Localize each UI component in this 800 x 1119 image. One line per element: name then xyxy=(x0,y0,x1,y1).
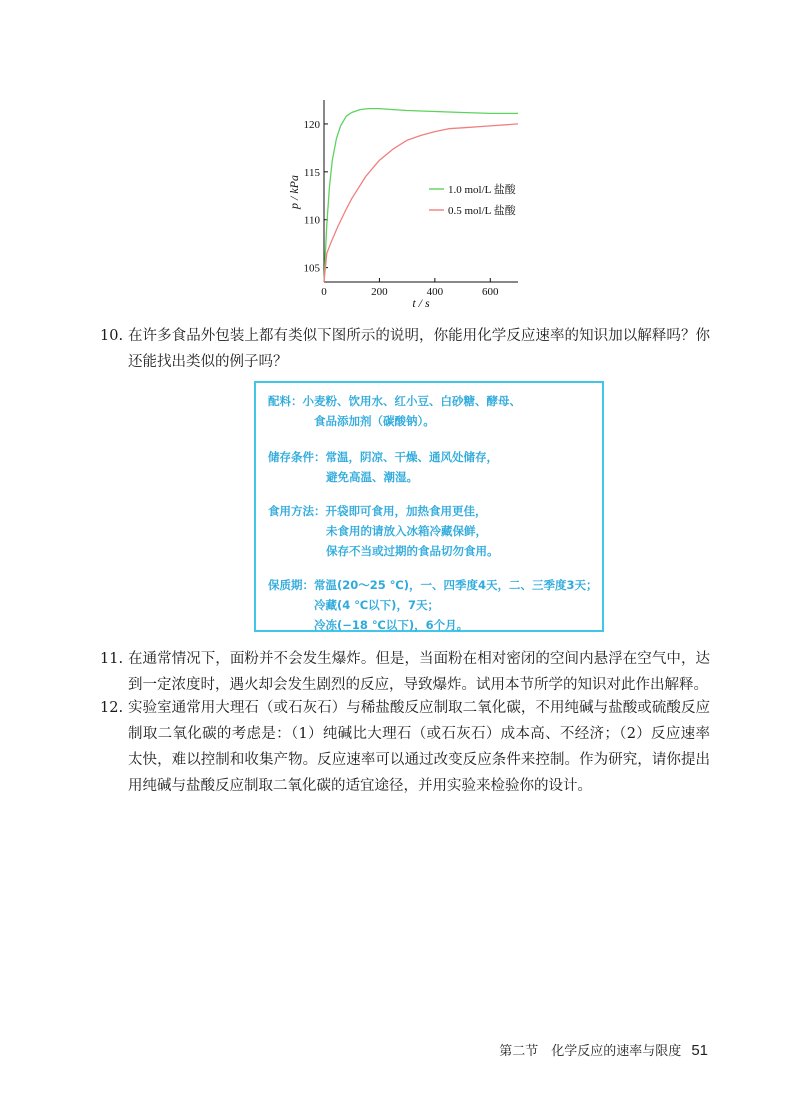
label-line: 保存不当或过期的食品切勿食用。 xyxy=(326,544,499,558)
x-axis-label: t / s xyxy=(412,296,430,310)
question-10-number: 10. xyxy=(100,328,124,344)
question-12-text: 实验室通常用大理石（或石灰石）与稀盐酸反应制取二氧化碳，不用纯碱与盐酸或硫酸反应制取二氧化碳的考虑是：（1）纯碱比大理石（或石灰石）成本高、不经济；（2）反应速率太快，难以控制和收集产物。反应速率可以通过改变反应条件来控制。作为研究，请你提出用纯碱与盐酸反应制取二氧化碳的适宜途径，并用实验来检验你的设计。 xyxy=(128,700,710,794)
y-tick-label: 115 xyxy=(303,166,320,179)
legend-label-2: 0.5 mol/L 盐酸 xyxy=(448,205,516,217)
label-usage xyxy=(268,501,499,561)
label-line: 食用方法：开袋即可食用，加热食用更佳， xyxy=(268,504,487,518)
label-line: 储存条件：常温，阴凉、干燥、通风处储存， xyxy=(268,450,498,464)
question-11-number: 11. xyxy=(100,651,124,667)
label-ingredients xyxy=(268,391,521,431)
label-line: 冷藏(4 ℃以下)，7天； xyxy=(314,598,439,612)
x-tick-label: 0 xyxy=(321,286,327,298)
page-footer xyxy=(499,1040,708,1059)
y-tick-label: 105 xyxy=(303,262,320,275)
question-12 xyxy=(100,695,710,799)
label-line: 避免高温、潮湿。 xyxy=(326,470,418,484)
legend xyxy=(429,182,517,217)
series-line-2 xyxy=(324,124,518,282)
question-11 xyxy=(100,646,710,698)
label-line: 未食用的请放入冰箱冷藏保鲜， xyxy=(326,524,487,538)
label-line: 冷冻(−18 ℃以下)，6个月。 xyxy=(314,618,469,632)
question-10-text: 在许多食品外包装上都有类似下图所示的说明，你能用化学反应速率的知识加以解释吗？你还能找出类似的例子吗？ xyxy=(128,328,710,370)
label-storage xyxy=(268,447,498,487)
footer-section-title: 第二节 化学反应的速率与限度 xyxy=(499,1044,682,1059)
food-package-label xyxy=(254,381,604,632)
question-11-text: 在通常情况下，面粉并不会发生爆炸。但是，当面粉在相对密闭的空间内悬浮在空气中，达到一定浓度时，遇火却会发生剧烈的反应，导致爆炸。试用本节所学的知识对此作出解释。 xyxy=(128,651,710,693)
page-number: 51 xyxy=(691,1042,708,1059)
x-tick-label: 200 xyxy=(371,286,388,298)
label-line: 食品添加剂（碳酸钠）。 xyxy=(314,414,435,428)
y-tick-label: 120 xyxy=(303,118,320,131)
label-line: 配料：小麦粉、饮用水、红小豆、白砂糖、酵母、 xyxy=(268,394,521,408)
pressure-time-chart xyxy=(286,92,526,314)
label-shelf-life xyxy=(268,575,597,635)
question-12-number: 12. xyxy=(100,700,124,716)
x-tick-label: 600 xyxy=(482,286,499,298)
y-tick-label: 110 xyxy=(303,214,320,227)
question-10 xyxy=(100,323,710,375)
x-tick-label: 400 xyxy=(426,286,444,298)
x-ticks xyxy=(321,278,499,298)
y-axis-label: p / kPa xyxy=(287,175,301,209)
label-line: 保质期：常温(20～25 ℃)，一、四季度4天，二、三季度3天； xyxy=(268,578,598,592)
legend-label-1: 1.0 mol/L 盐酸 xyxy=(448,184,516,196)
